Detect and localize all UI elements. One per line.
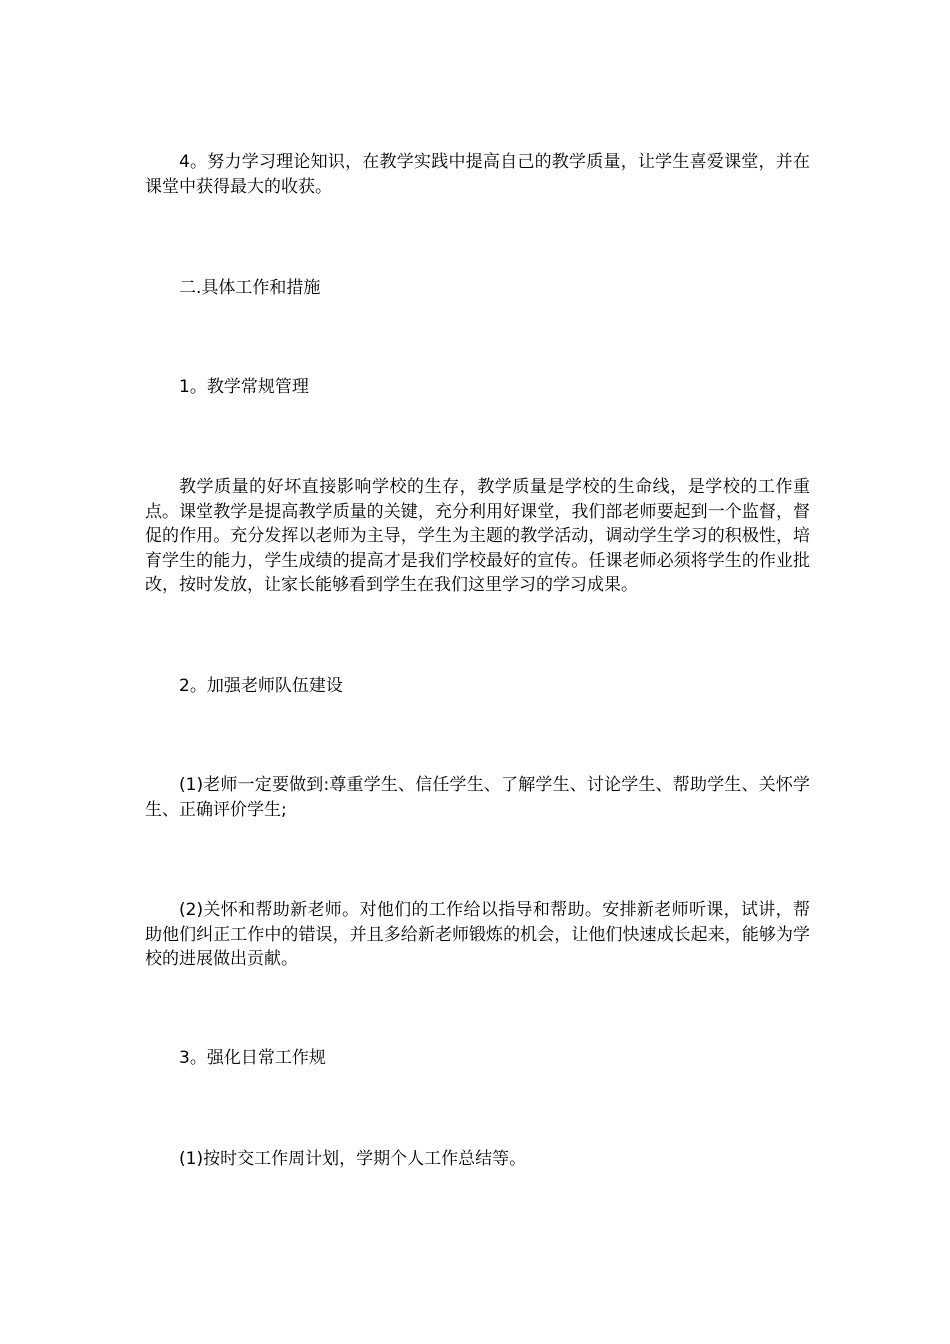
paragraph-teaching-quality: 教学质量的好坏直接影响学校的生存，教学质量是学校的生命线，是学校的工作重点。课堂教学是提高教学质量的关键，充分利用好课堂，我们部老师要起到一个监督，督促的作用。充分发挥以老师为主导，学生为主题的教学活动，调动学生学习的积极性，培育学生的能力，学生成绩的提高才是我们学校最好的宣传。任课老师必须将学生的作业批改，按时发放，让家长能够看到学生在我们这里学习的学习成果。 [145,477,810,595]
subheading-teaching-routine: 1。教学常规管理 [179,377,309,397]
paragraph-weekly-plan: (1)按时交工作周计划，学期个人工作总结等。 [179,1149,527,1169]
section-heading-measures: 二.具体工作和措施 [179,278,321,298]
subheading-teacher-team: 2。加强老师队伍建设 [179,676,343,696]
paragraph-goal-4: 4。努力学习理论知识，在教学实践中提高自己的教学质量，让学生喜爱课堂，并在课堂中获得最大的收获。 [145,152,810,197]
subheading-daily-work: 3。强化日常工作规 [179,1048,326,1068]
paragraph-new-teachers: (2)关怀和帮助新老师。对他们的工作给以指导和帮助。安排新老师听课，试讲，帮助他们纠正工作中的错误，并且多给新老师锻炼的机会，让他们快速成长起来，能够为学校的进展做出贡献。 [145,900,810,969]
paragraph-teacher-duties: (1)老师一定要做到:尊重学生、信任学生、了解学生、讨论学生、帮助学生、关怀学生、正确评价学生; [145,775,810,820]
